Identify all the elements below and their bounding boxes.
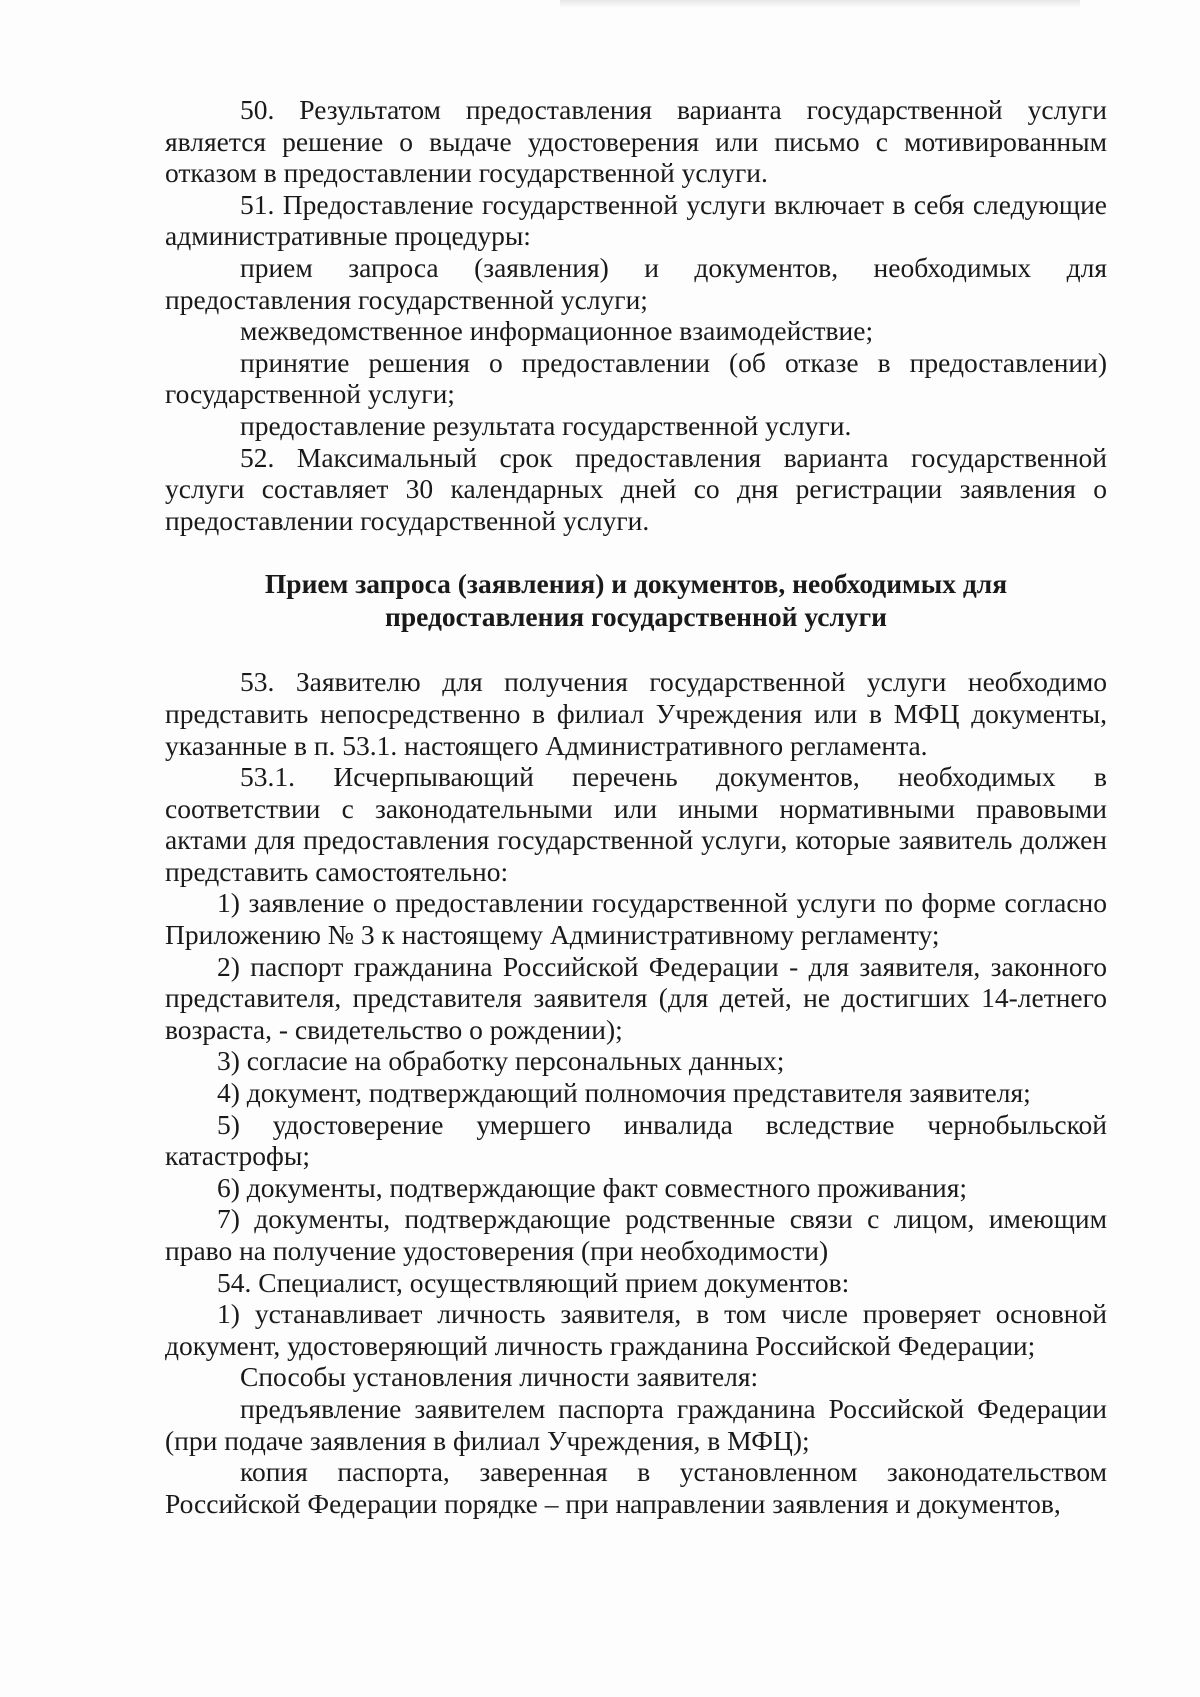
paragraph-50: 50. Результатом предоставления варианта государственной услуги является решение о выдаче удостоверения или письмо с мотивированным отказом в предоставлении государственной услуги. [165,94,1107,189]
document-list-item-5: 5) удостоверение умершего инвалида вследствие чернобыльской катастрофы; [165,1108,1107,1172]
section-heading: Прием запроса (заявления) и документов, необходимых для предоставления государственной услуги [264,568,1008,633]
procedure-item-decision: принятие решения о предоставлении (об отказе в предоставлении) государственной услуги; [165,346,1107,410]
document-body [165,94,1107,1519]
document-list-item-4: 4) документ, подтверждающий полномочия представителя заявителя; [217,1077,1031,1109]
document-list-item-2: 2) паспорт гражданина Российской Федерации - для заявителя, законного представителя, представителя заявителя (для детей, не достигших 14-летнего возраста, - свидетельство о рождении); [165,950,1107,1045]
identification-method-passport: предъявление заявителем паспорта гражданина Российской Федерации (при подаче заявления в филиал Учреждения, в МФЦ); [165,1392,1107,1456]
paragraph-53-1: 53.1. Исчерпывающий перечень документов, необходимых в соответствии с законодательными или иными нормативными правовыми актами для предоставления государственной услуги, которые заявитель должен представить самостоятельно: [165,761,1107,887]
procedure-item-result: предоставление результата государственной услуги. [240,409,852,441]
identification-methods-heading: Способы установления личности заявителя: [240,1361,759,1393]
specialist-duty-item-1: 1) устанавливает личность заявителя, в том числе проверяет основной документ, удостоверяющий личность гражданина Российской Федерации; [165,1298,1107,1361]
identification-method-certified-copy: копия паспорта, заверенная в установленном законодательством Российской Федерации порядке – при направлении заявления и документов, [165,1456,1107,1519]
paragraph-54: 54. Специалист, осуществляющий прием документов: [217,1266,850,1298]
scan-artifact [560,0,1080,8]
procedure-item-reception: прием запроса (заявления) и документов, необходимых для предоставления государственной услуги; [165,251,1107,315]
section-documents [165,666,1107,1519]
document-list-item-6: 6) документы, подтверждающие факт совместного проживания; [217,1171,968,1203]
document-list-item-3: 3) согласие на обработку персональных данных; [217,1045,785,1077]
paragraph-52: 52. Максимальный срок предоставления варианта государственной услуги составляет 30 календарных дней со дня регистрации заявления о предоставлении государственной услуги. [165,441,1107,536]
paragraph-51: 51. Предоставление государственной услуги включает в себя следующие административные процедуры: [165,188,1107,252]
document-list-item-7: 7) документы, подтверждающие родственные связи с лицом, имеющим право на получение удостоверения (при необходимости) [165,1203,1107,1266]
section-procedures [165,94,1107,536]
paragraph-53: 53. Заявителю для получения государственной услуги необходимо представить непосредственно в филиал Учреждения или в МФЦ документы, указанные в п. 53.1. настоящего Административного регламента. [165,666,1107,761]
document-list-item-1: 1) заявление о предоставлении государственной услуги по форме согласно Приложению № 3 к настоящему Административному регламенту; [165,887,1107,951]
procedure-item-interagency: межведомственное информационное взаимодействие; [240,315,874,347]
